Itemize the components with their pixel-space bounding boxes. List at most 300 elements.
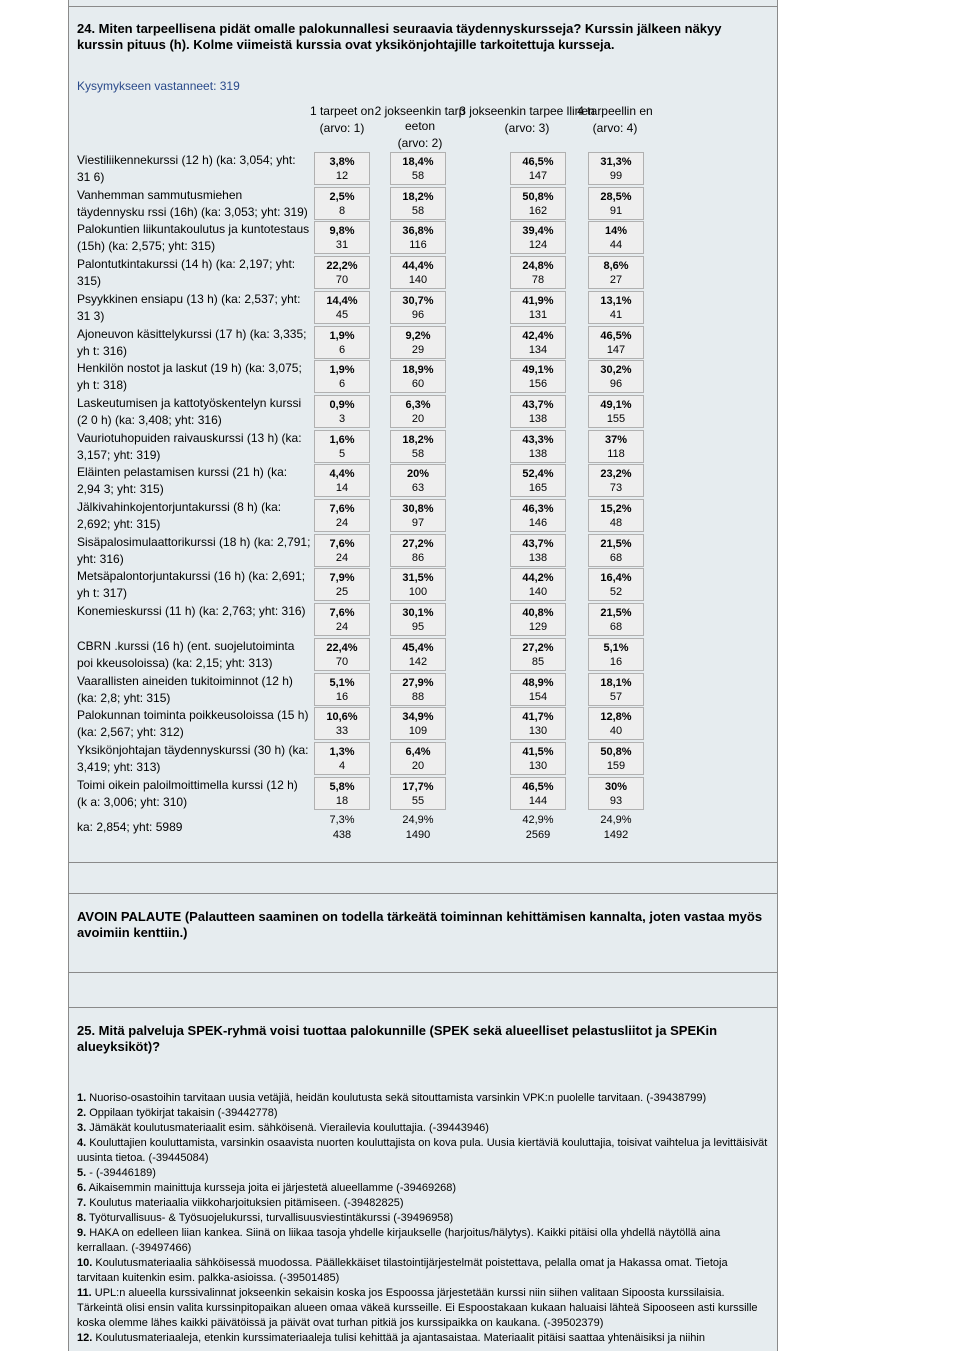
result-cell: [588, 742, 644, 775]
cell-percentage: 43,3%: [522, 433, 554, 446]
column-header-value: (arvo: 3): [504, 121, 550, 135]
result-cell: [588, 568, 644, 601]
divider: [69, 893, 777, 894]
result-cell: [510, 326, 566, 359]
result-cell: [314, 568, 370, 601]
cell-percentage: 46,5%: [522, 156, 554, 168]
cell-percentage: 7,3%: [329, 814, 355, 827]
column-header: [570, 104, 660, 136]
result-cell: [510, 742, 566, 775]
result-cell: [588, 395, 644, 428]
cell-percentage: 27,9%: [402, 676, 434, 689]
cell-count: 100: [408, 586, 428, 599]
answer-number: 11.: [77, 1287, 92, 1299]
cell-percentage: 30,7%: [402, 294, 434, 307]
cell-percentage: 1,6%: [329, 433, 355, 446]
cell-count: 3: [338, 412, 346, 425]
answer-number: 6.: [77, 1182, 87, 1194]
result-cell: [390, 499, 446, 532]
cell-count: 138: [528, 447, 548, 460]
result-cell: [390, 430, 446, 463]
cell-percentage: 1,9%: [329, 329, 355, 342]
column-header-value: (arvo: 2): [397, 136, 443, 150]
result-cell: [314, 603, 370, 636]
total-cell: [314, 811, 370, 844]
cell-percentage: 50,8%: [600, 745, 632, 758]
result-cell: [390, 603, 446, 636]
cell-count: 29: [411, 343, 425, 356]
cell-percentage: 49,1%: [522, 364, 554, 377]
cell-count: 95: [411, 621, 425, 634]
cell-count: 162: [528, 204, 548, 217]
result-cell: [510, 291, 566, 324]
cell-percentage: 24,8%: [522, 260, 554, 273]
result-cell: [510, 152, 566, 185]
row-label: Palontutkintakurssi (14 h) (ka: 2,197; yht: 315): [77, 257, 296, 289]
cell-count: 140: [528, 586, 548, 599]
cell-percentage: 5,1%: [603, 641, 629, 654]
result-cell: [314, 499, 370, 532]
cell-count: 129: [528, 621, 548, 634]
cell-percentage: 24,9%: [600, 814, 632, 827]
cell-count: 12: [335, 170, 349, 182]
cell-percentage: 1,3%: [329, 745, 355, 758]
result-cell: [314, 395, 370, 428]
cell-percentage: 44,4%: [402, 260, 434, 273]
result-cell: [390, 638, 446, 671]
result-cell: [390, 464, 446, 497]
cell-percentage: 46,3%: [522, 503, 554, 515]
cell-count: 146: [528, 517, 548, 529]
result-cell: [510, 395, 566, 428]
result-cell: [588, 291, 644, 324]
result-cell: [314, 742, 370, 775]
result-cell: [314, 256, 370, 289]
row-label: Henkilön nostot ja laskut (19 h) (ka: 3,075; yh t: 318): [77, 361, 302, 393]
cell-count: 144: [528, 794, 548, 807]
result-cell: [390, 326, 446, 359]
result-cell: [510, 464, 566, 497]
result-cell: [390, 256, 446, 289]
cell-percentage: 27,2%: [402, 537, 434, 550]
cell-percentage: 22,2%: [326, 260, 358, 273]
cell-count: 58: [411, 204, 425, 217]
cell-count: 16: [609, 655, 623, 668]
answer-text: - (-39446189): [86, 1167, 156, 1179]
cell-count: 138: [528, 551, 548, 564]
cell-percentage: 18,4%: [402, 156, 434, 168]
result-cell: [390, 568, 446, 601]
result-cell: [588, 777, 644, 810]
cell-count: 52: [609, 586, 623, 599]
cell-percentage: 10,6%: [326, 711, 358, 724]
cell-count: 2569: [525, 829, 551, 842]
cell-percentage: 50,8%: [522, 190, 554, 203]
result-cell: [510, 187, 566, 220]
cell-percentage: 14,4%: [326, 294, 358, 307]
answer-number: 1.: [77, 1092, 87, 1104]
column-header-label: 1 tarpeet on: [309, 104, 375, 118]
result-cell: [390, 777, 446, 810]
column-header-label: 2 jokseenkin tarp eeton: [374, 104, 466, 133]
cell-percentage: 30%: [604, 780, 628, 793]
row-label: Palokuntien liikuntakoulutus ja kuntotestaus (15h) (ka: 2,575; yht: 315): [77, 222, 310, 254]
cell-count: 96: [411, 308, 425, 321]
cell-percentage: 41,9%: [522, 294, 554, 307]
answer-number: 7.: [77, 1197, 87, 1209]
cell-count: 4: [338, 759, 346, 772]
cell-count: 20: [411, 759, 425, 772]
cell-count: 60: [411, 378, 425, 391]
column-header-value: (arvo: 1): [319, 121, 365, 135]
cell-percentage: 22,4%: [326, 641, 358, 654]
result-cell: [510, 430, 566, 463]
row-label: Laskeutumisen ja kattotyöskentelyn kurssi (2 0 h) (ka: 3,408; yht: 316): [77, 395, 302, 427]
question-25-title: 25. Mitä palveluja SPEK-ryhmä voisi tuottaa palokunnille (SPEK sekä alueelliset pelastusliitot ja SPEKin alueyksiköt)?: [77, 1023, 718, 1054]
result-cell: [510, 673, 566, 706]
cell-count: 97: [411, 517, 425, 529]
result-cell: [314, 360, 370, 393]
cell-percentage: 4,4%: [329, 468, 355, 481]
column-header-label: 3 jokseenkin tarpee llinen: [459, 104, 595, 118]
row-label: Palokunnan toiminta poikkeusoloissa (15 h) (ka: 2,567; yht: 312): [77, 708, 309, 740]
cell-count: 24: [335, 621, 349, 634]
cell-percentage: 43,7%: [522, 398, 554, 411]
cell-percentage: 46,5%: [522, 780, 554, 793]
cell-percentage: 5,1%: [329, 676, 355, 689]
cell-percentage: 39,4%: [522, 225, 554, 238]
cell-count: 24: [335, 517, 349, 529]
cell-percentage: 18,1%: [600, 676, 632, 689]
result-cell: [390, 360, 446, 393]
answer-item: [77, 1136, 771, 1166]
cell-percentage: 15,2%: [600, 503, 632, 515]
cell-count: 156: [528, 378, 548, 391]
answer-number: 9.: [77, 1227, 87, 1239]
cell-count: 45: [335, 308, 349, 321]
cell-count: 70: [335, 274, 349, 287]
cell-count: 41: [609, 308, 623, 321]
answer-item: [77, 1181, 771, 1196]
cell-percentage: 7,6%: [329, 537, 355, 550]
result-cell: [510, 777, 566, 810]
cell-percentage: 30,8%: [402, 503, 434, 515]
cell-percentage: 1,9%: [329, 364, 355, 377]
cell-count: 18: [335, 794, 349, 807]
cell-percentage: 31,3%: [600, 156, 632, 168]
cell-percentage: 42,9%: [522, 814, 554, 827]
result-cell: [314, 152, 370, 185]
cell-percentage: 46,5%: [600, 329, 632, 342]
cell-percentage: 14%: [604, 225, 628, 238]
cell-percentage: 16,4%: [600, 572, 632, 585]
cell-count: 68: [609, 551, 623, 564]
answer-text: Kouluttajien kouluttamista, varsinkin osaavista nuorten kouluttajista on kova pula. Uusia kiertäviä kouluttajia, toisivat vaihtelua ja levittäisivät uusinta tietoa. (-39445084): [77, 1137, 768, 1164]
divider: [69, 6, 777, 7]
cell-percentage: 48,9%: [522, 676, 554, 689]
row-label: Vauriotuhopuiden raivauskurssi (13 h) (ka: 3,157; yht: 319): [77, 430, 302, 462]
cell-count: 438: [332, 829, 352, 842]
result-cell: [314, 464, 370, 497]
cell-percentage: 18,9%: [402, 364, 434, 377]
cell-count: 55: [411, 794, 425, 807]
result-cell: [390, 707, 446, 740]
result-cell: [314, 326, 370, 359]
result-cell: [510, 707, 566, 740]
survey-frame: [68, 0, 778, 1351]
cell-percentage: 18,2%: [402, 190, 434, 203]
cell-percentage: 30,2%: [600, 364, 632, 377]
respondent-count: Kysymykseen vastanneet: 319: [77, 79, 240, 93]
answer-text: Koulutusmateriaalia sähköisessä muodossa. Päällekkäiset tilastointijärjestelmät poistettava, pelalla omat ja Hakassa omat. Tietoja tarvitaan kuitenkin esim. palkka-asioissa. (-39501485): [77, 1257, 728, 1284]
cell-count: 134: [528, 343, 548, 356]
result-cell: [314, 221, 370, 254]
answer-item: [77, 1226, 771, 1256]
result-cell: [390, 534, 446, 567]
cell-count: 159: [606, 759, 626, 772]
cell-percentage: 3,8%: [329, 156, 355, 168]
cell-percentage: 8,6%: [603, 260, 629, 273]
row-label: Metsäpalontorjuntakurssi (16 h) (ka: 2,691; yh t: 317): [77, 569, 306, 601]
answer-text: Työturvallisuus- & Työsuojelukurssi, turvallisuusviestintäkurssi (-39496958): [86, 1212, 454, 1224]
result-cell: [314, 638, 370, 671]
result-cell: [588, 464, 644, 497]
row-label: Viestiliikennekurssi (12 h) (ka: 3,054; yht: 31 6): [77, 153, 296, 184]
result-cell: [588, 638, 644, 671]
cell-percentage: 17,7%: [402, 780, 434, 793]
result-cell: [390, 152, 446, 185]
cell-percentage: 7,6%: [329, 607, 355, 620]
cell-count: 142: [408, 655, 428, 668]
answer-number: 5.: [77, 1167, 87, 1179]
cell-percentage: 20%: [406, 468, 430, 481]
cell-percentage: 9,8%: [329, 225, 355, 238]
result-cell: [588, 673, 644, 706]
cell-percentage: 40,8%: [522, 607, 554, 620]
row-label: Vaarallisten aineiden tukitoiminnot (12 h) (ka: 2,8; yht: 315): [77, 673, 293, 705]
cell-count: 63: [411, 482, 425, 495]
cell-count: 16: [335, 690, 349, 703]
cell-percentage: 21,5%: [600, 607, 632, 620]
cell-count: 31: [335, 239, 349, 252]
answer-item: [77, 1166, 771, 1181]
result-cell: [314, 534, 370, 567]
cell-count: 6: [338, 378, 346, 391]
answer-list: [77, 1091, 771, 1346]
cell-percentage: 2,5%: [329, 190, 355, 203]
open-feedback-heading: AVOIN PALAUTE (Palautteen saaminen on todella tärkeätä toiminnan kehittämisen kannalta, joten vastaa myös avoimiin kenttiin.): [77, 909, 763, 940]
cell-percentage: 0,9%: [329, 398, 355, 411]
cell-count: 20: [411, 412, 425, 425]
answer-number: 4.: [77, 1137, 87, 1149]
answer-text: Koulutusmateriaaleja, etenkin kurssimateriaaleja tulisi kehittää ja ajantasaistaa. Materiaalit pitäisi saattaa yhtenäisiksi ja niihin: [92, 1332, 705, 1344]
result-cell: [510, 534, 566, 567]
cell-count: 14: [335, 482, 349, 495]
total-cell: [510, 811, 566, 844]
row-label: Ajoneuvon käsittelykurssi (17 h) (ka: 3,335; yh t: 316): [77, 326, 307, 358]
result-cell: [390, 673, 446, 706]
answer-item: [77, 1091, 771, 1106]
cell-percentage: 21,5%: [600, 537, 632, 550]
cell-count: 96: [609, 378, 623, 391]
row-label: Toimi oikein paloilmoittimella kurssi (12 h) (k a: 3,006; yht: 310): [77, 777, 298, 809]
answer-item: [77, 1121, 771, 1136]
cell-percentage: 41,5%: [522, 745, 554, 758]
answer-item: [77, 1106, 771, 1121]
answer-text: Nuoriso-osastoihin tarvitaan uusia vetäjiä, heidän koulutusta sekä sitouttamista varsinkin VPK:n puolelle tarvitaan. (-39438799): [86, 1092, 707, 1104]
cell-count: 138: [528, 412, 548, 425]
result-cell: [588, 707, 644, 740]
result-cell: [510, 221, 566, 254]
answer-text: UPL:n alueella kurssivalinnat jokseenkin sekaisin koska jos Espoossa järjestetään kurssi niin siihen valitaan Sipoosta kurssilaisia. Tärkeintä olisi ensin valita kurssinpitopaikan alueen omaa väkeä kursseille. Ei Espoostakaan kukaan haluaisi lähteä Sipooseen asti kurssille koska olemme lähes kaikki päivätöissä ja päivät ovat turhan pitkiä jos kurssipaikka on kaukana. (-39502379): [77, 1287, 758, 1329]
result-cell: [588, 499, 644, 532]
cell-percentage: 27,2%: [522, 641, 554, 654]
answer-text: Jämäkät koulutusmateriaalit esim. sähköisenä. Vierailevia kouluttajia. (-39443946): [86, 1122, 489, 1134]
cell-percentage: 42,4%: [522, 329, 554, 342]
cell-percentage: 23,2%: [600, 468, 632, 481]
cell-count: 124: [528, 239, 548, 252]
result-cell: [314, 777, 370, 810]
cell-percentage: 36,8%: [402, 225, 434, 238]
result-cell: [588, 360, 644, 393]
cell-count: 48: [609, 517, 623, 529]
cell-count: 85: [531, 655, 545, 668]
cell-count: 165: [528, 482, 548, 495]
row-label: Yksikönjohtajan täydennyskurssi (30 h) (ka: 3,419; yht: 313): [77, 742, 309, 774]
cell-count: 58: [411, 170, 425, 182]
cell-percentage: 6,4%: [405, 745, 431, 758]
answer-text: Koulutus materiaalia viikkoharjoituksien pitämiseen. (-39482825): [86, 1197, 404, 1209]
result-cell: [390, 395, 446, 428]
cell-percentage: 9,2%: [405, 329, 431, 342]
cell-count: 1490: [405, 829, 431, 842]
cell-percentage: 34,9%: [402, 711, 434, 724]
answer-number: 12.: [77, 1332, 93, 1344]
cell-count: 25: [335, 586, 349, 599]
answer-number: 8.: [77, 1212, 87, 1224]
result-cell: [588, 152, 644, 185]
row-label: Psyykkinen ensiapu (13 h) (ka: 2,537; yht: 31 3): [77, 291, 301, 323]
cell-count: 140: [408, 274, 428, 287]
answer-number: 3.: [77, 1122, 87, 1134]
result-cell: [314, 673, 370, 706]
divider: [69, 862, 777, 863]
cell-count: 147: [606, 343, 626, 356]
cell-percentage: 52,4%: [522, 468, 554, 481]
answer-text: HAKA on edelleen liian kankea. Siinä on liikaa tasoja yhdelle kirjaukselle (harjoitus/hälytys). Kaikki pitäisi olla yhdellä näytöllä aina kerrallaan. (-39497466): [77, 1227, 721, 1254]
answer-number: 2.: [77, 1107, 87, 1119]
answer-item: [77, 1286, 771, 1331]
question-24-title: 24. Miten tarpeellisena pidät omalle palokunnallesi seuraavia täydennyskursseja? Kurssin jälkeen näkyy kurssin pituus (h). Kolme viimeistä kurssia ovat yksikönjohtajille tarkoitettuja kursseja.: [77, 21, 722, 52]
cell-count: 147: [528, 170, 548, 182]
cell-count: 130: [528, 725, 548, 738]
result-cell: [390, 742, 446, 775]
total-cell: [588, 811, 644, 844]
cell-percentage: 44,2%: [522, 572, 554, 585]
result-cell: [510, 256, 566, 289]
cell-percentage: 18,2%: [402, 433, 434, 446]
cell-count: 154: [528, 690, 548, 703]
cell-count: 73: [609, 482, 623, 495]
cell-percentage: 49,1%: [600, 398, 632, 411]
cell-count: 68: [609, 621, 623, 634]
cell-percentage: 28,5%: [600, 190, 632, 203]
row-label: Vanhemman sammutusmiehen täydennysku rssi (16h) (ka: 3,053; yht: 319): [77, 187, 308, 219]
cell-percentage: 7,9%: [329, 572, 355, 585]
result-cell: [314, 430, 370, 463]
cell-count: 78: [531, 274, 545, 287]
cell-percentage: 37%: [604, 433, 628, 446]
column-header-value: (arvo: 4): [592, 121, 638, 135]
cell-percentage: 43,7%: [522, 537, 554, 550]
cell-percentage: 45,4%: [402, 641, 434, 654]
cell-count: 57: [609, 690, 623, 703]
row-label: Jälkivahinkojentorjuntakurssi (8 h) (ka: 2,692; yht: 315): [77, 500, 282, 531]
cell-count: 5: [338, 447, 346, 460]
cell-count: 24: [335, 551, 349, 564]
cell-count: 88: [411, 690, 425, 703]
answer-text: Oppilaan työkirjat takaisin (-39442778): [86, 1107, 278, 1119]
result-cell: [588, 430, 644, 463]
result-cell: [588, 256, 644, 289]
result-cell: [510, 638, 566, 671]
result-cell: [588, 221, 644, 254]
result-cell: [588, 603, 644, 636]
divider: [69, 1007, 777, 1008]
row-label: CBRN .kurssi (16 h) (ent. suojelutoiminta poi kkeusoloissa) (ka: 2,15; yht: 313): [77, 638, 295, 670]
result-cell: [390, 221, 446, 254]
answer-item: [77, 1196, 771, 1211]
row-label: Eläinten pelastamisen kurssi (21 h) (ka: 2,94 3; yht: 315): [77, 465, 288, 497]
result-cell: [588, 534, 644, 567]
cell-count: 93: [609, 794, 623, 807]
column-header-label: 4 tarpeellin en: [577, 104, 653, 118]
cell-count: 91: [609, 204, 623, 217]
cell-count: 70: [335, 655, 349, 668]
total-cell: [390, 811, 446, 844]
result-cell: [390, 291, 446, 324]
cell-percentage: 31,5%: [402, 572, 434, 585]
row-label: Konemieskurssi (11 h) (ka: 2,763; yht: 316): [77, 604, 306, 619]
cell-count: 6: [338, 343, 346, 356]
result-cell: [510, 568, 566, 601]
cell-count: 33: [335, 725, 349, 738]
answer-item: [77, 1256, 771, 1286]
result-cell: [390, 187, 446, 220]
result-cell: [314, 291, 370, 324]
cell-count: 131: [528, 308, 548, 321]
cell-count: 8: [338, 204, 346, 217]
cell-count: 130: [528, 759, 548, 772]
row-label: Sisäpalosimulaattorikurssi (18 h) (ka: 2,791; yht: 316): [77, 534, 311, 566]
cell-count: 40: [609, 725, 623, 738]
cell-count: 1492: [603, 829, 629, 842]
answer-item: [77, 1211, 771, 1226]
answer-text: Aikaisemmin mainittuja kursseja joita ei järjestetä alueellamme (-39469268): [86, 1182, 457, 1194]
result-cell: [314, 187, 370, 220]
cell-count: 58: [411, 447, 425, 460]
cell-percentage: 12,8%: [600, 711, 632, 724]
cell-percentage: 5,8%: [329, 780, 355, 793]
cell-count: 44: [609, 239, 623, 252]
cell-percentage: 6,3%: [405, 398, 431, 411]
result-cell: [588, 326, 644, 359]
cell-count: 155: [606, 412, 626, 425]
result-cell: [588, 187, 644, 220]
cell-percentage: 7,6%: [329, 503, 355, 515]
cell-percentage: 24,9%: [402, 814, 434, 827]
cell-percentage: 13,1%: [600, 294, 632, 307]
